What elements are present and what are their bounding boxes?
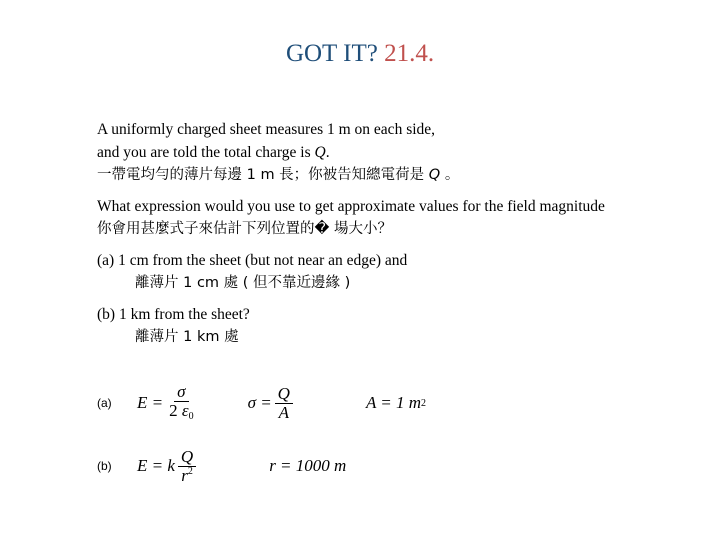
question-en-line-1: A uniformly charged sheet measures 1 m on each side, (97, 121, 436, 138)
question-zh-line-1-suffix: 。 (444, 167, 460, 183)
formula-a-den-coef: 2 (169, 401, 178, 421)
formula-a-sigma-fraction (275, 385, 293, 422)
part-b-en: (b) 1 km from the sheet? (97, 306, 250, 323)
formula-a-field-denominator (166, 402, 196, 423)
part-b-zh: 離薄片 1 km 處 (135, 329, 239, 345)
formula-b-den-exponent: 2 (187, 465, 193, 477)
formula-b-field-denominator (178, 467, 196, 485)
question-en-line-2 (97, 141, 697, 164)
title-section-number: 21.4. (384, 40, 435, 67)
title-got-it: GOT IT? (285, 40, 378, 67)
formula-a-sigma (248, 385, 296, 422)
formula-a-field-numerator: σ (174, 383, 188, 402)
formula-a-field-fraction (166, 383, 196, 422)
answer-b-label: (b) (97, 459, 112, 473)
question-zh-line-1 (97, 164, 697, 187)
question-en-line-2-prefix: and you are told the total charge is (97, 144, 311, 161)
question-en-line-2-suffix: . (325, 144, 330, 161)
formula-b-distance: r = 1000 m (269, 456, 347, 475)
answer-b-row (97, 441, 346, 491)
formula-a-area-text: A = 1 m (365, 393, 422, 412)
formula-a-area (366, 393, 426, 413)
formula-b-field-lhs: E = k (137, 456, 175, 475)
question-zh-line-2: 你會用甚麼式子來估計下列位置的� 場大小？ (97, 221, 392, 237)
formula-a-field-lhs: E = (137, 393, 164, 412)
formula-b-den-symbol: r (181, 465, 188, 485)
part-a-en: (a) 1 cm from the sheet (but not near an edge) and (97, 252, 408, 269)
question-zh-line-1-prefix: 一帶電均勻的薄片每邊 1 m 長；你被告知總電荷是 (97, 167, 425, 183)
formula-a-den-subscript: 0 (188, 411, 194, 423)
charge-variable-zh: Q (428, 167, 441, 183)
formula-a-sigma-numerator: Q (275, 385, 293, 404)
question-en-line-3: What expression would you use to get approximate values for the field magnitude (97, 198, 605, 215)
formula-a-field (137, 383, 200, 422)
answer-a-label: (a) (97, 396, 112, 410)
formula-b-field (137, 448, 199, 485)
part-a-zh: 離薄片 1 cm 處 ( 但不靠近邊緣 ) (135, 275, 351, 291)
slide-title (0, 40, 720, 68)
formula-b-field-fraction (178, 448, 196, 485)
formula-a-area-exponent: 2 (421, 397, 427, 409)
charge-variable: Q (314, 144, 326, 161)
formula-a-sigma-denominator: A (278, 402, 289, 422)
formula-a-den-symbol: ε (181, 401, 189, 421)
answer-a-row (97, 378, 426, 428)
formula-b-field-numerator: Q (178, 448, 196, 467)
formula-a-sigma-lhs: σ = (247, 393, 272, 412)
question-text (97, 118, 697, 349)
